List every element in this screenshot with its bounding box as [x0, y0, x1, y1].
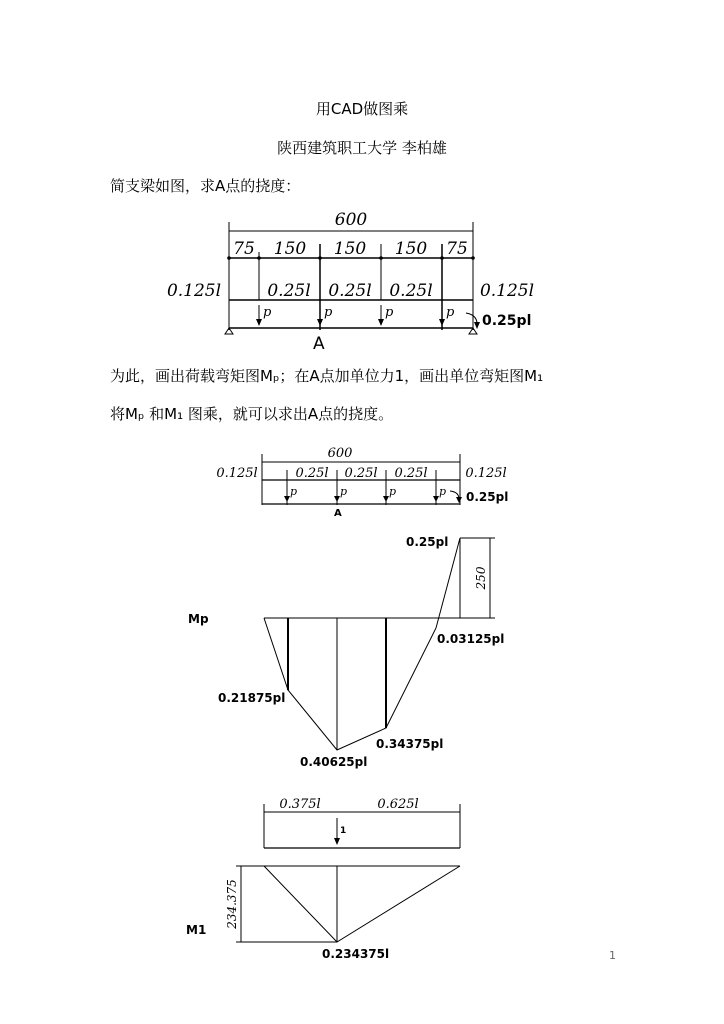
mp-top-label: 0.25pl [406, 535, 449, 549]
fig2-seg-5: 0.125l [465, 466, 507, 481]
fig1-load-2: p [324, 305, 333, 320]
m1-peak-label: 0.234375l [322, 947, 390, 961]
fig1-seg-4: 0.25l [389, 281, 433, 301]
m1-height-label: 234.375 [225, 879, 239, 929]
fig2-load-1: p [290, 485, 298, 498]
fig1-load-1: p [263, 305, 272, 320]
fig1-seg-1: 0.125l [166, 281, 222, 301]
fig2-moment-label: 0.25pl [466, 490, 509, 504]
fig1-seg-5: 0.125l [479, 281, 535, 301]
fig2-seg-3: 0.25l [344, 466, 378, 481]
fig1-span-1: 75 [233, 239, 255, 259]
fig1-span-3: 150 [333, 239, 367, 259]
m1-name: M1 [186, 923, 207, 937]
fig1-total-dim: 600 [334, 210, 368, 230]
m1-unit-label: 1 [340, 826, 347, 836]
fig1-load-3: p [385, 305, 394, 320]
fig1-span-2: 150 [273, 239, 307, 259]
fig2-seg-4: 0.25l [394, 466, 428, 481]
m1-right-length: 0.625l [377, 797, 419, 812]
fig2-total-dim: 600 [327, 446, 353, 461]
paragraph-2: 将Mₚ 和M₁ 图乘，就可以求出A点的挠度。 [110, 405, 394, 423]
mp-height-label: 250 [474, 566, 488, 590]
paragraph-1: 为此，画出荷载弯矩图Mₚ；在A点加单位力1，画出单位弯矩图M₁ [110, 367, 544, 385]
m1-curve [264, 866, 460, 942]
mp-value-1: 0.03125pl [437, 632, 505, 646]
fig2-point-a: A [334, 508, 342, 519]
fig1-load-4: p [446, 305, 455, 320]
fig2-load-3: p [389, 485, 397, 498]
mp-name: Mp [188, 612, 209, 626]
fig1-point-a: A [313, 334, 325, 354]
mp-value-4: 0.40625pl [300, 755, 368, 769]
page-number: 1 [609, 949, 616, 962]
mp-value-2: 0.21875pl [218, 691, 286, 705]
m1-unit-arrow [334, 838, 340, 845]
fig2-seg-2: 0.25l [295, 466, 329, 481]
fig1-seg-2: 0.25l [267, 281, 311, 301]
fig1-span-4: 150 [394, 239, 428, 259]
doc-author: 陕西建筑职工大学 李柏雄 [277, 139, 447, 157]
fig1-span-5: 75 [446, 239, 468, 259]
intro-text: 简支梁如图，求A点的挠度： [110, 177, 301, 195]
doc-title: 用CAD做图乘 [315, 100, 409, 118]
fig2-seg-1: 0.125l [216, 466, 258, 481]
m1-left-length: 0.375l [279, 797, 321, 812]
fig1-seg-3: 0.25l [328, 281, 372, 301]
mp-value-3: 0.34375pl [376, 737, 444, 751]
fig1-moment-label: 0.25pl [482, 313, 532, 329]
fig2-load-4: p [439, 485, 447, 498]
fig2-load-2: p [340, 485, 348, 498]
